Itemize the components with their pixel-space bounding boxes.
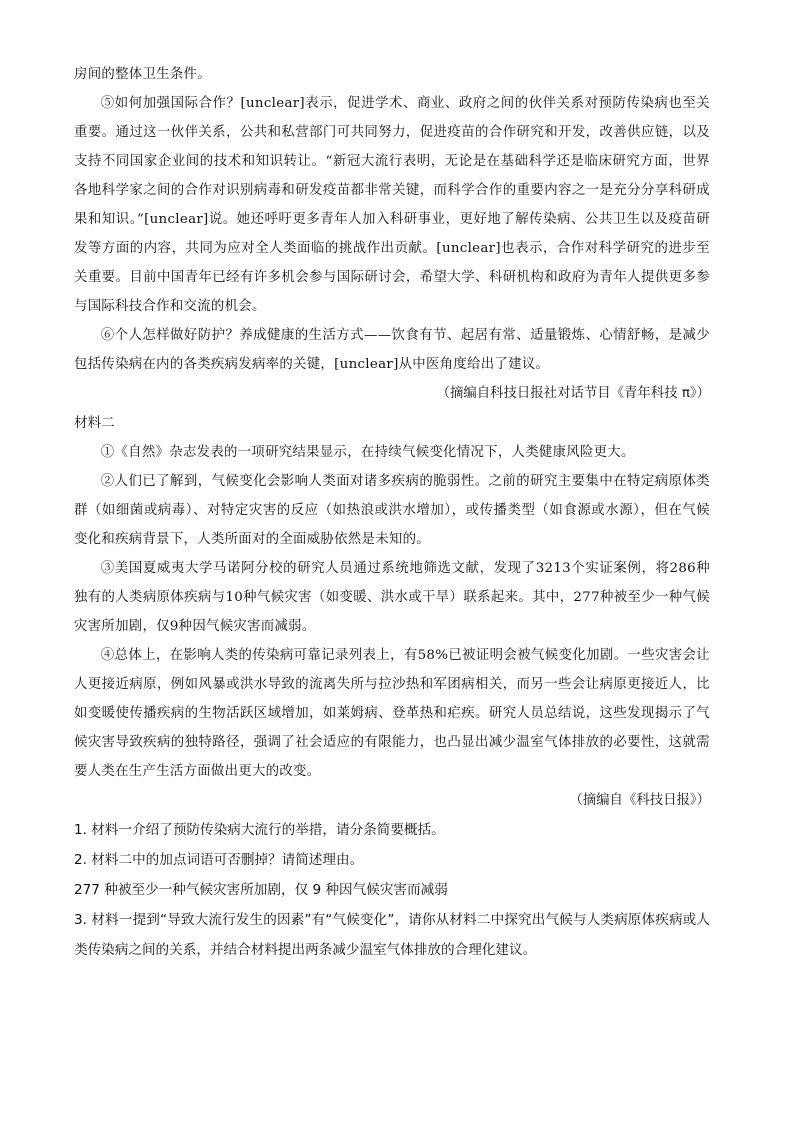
material-two-paragraph-3: ③美国夏威夷大学马诺阿分校的研究人员通过系统地筛选文献，发现了3213个实证案例，将286种独有的人类病原体疾病与10种气候灾害（如变暖、洪水或干旱）联系起来。其中，277种被至少一种气候灾害所加剧，仅9种因气候灾害而减弱。: [74, 561, 710, 634]
questions-section: [74, 815, 710, 965]
material-two-paragraph-4: ④总体上，在影响人类的传染病可靠记录列表上，有58%已被证明会被气候变化加剧。一些灾害会让人更接近病原，例如风暴或洪水导致的流离失所与拉沙热和军团病相关，而另一些会让病原更接近人，比如变暖使传播疾病的生物活跃区域增加，如莱姆病、登革热和疟疾。研究人员总结说，这些发现揭示了气候灾害导致疾病的独特路径，强调了社会适应的有限能力，也凸显出减少温室气体排放的必要性，这就需要人类在生产生活方面做出更大的改变。: [74, 648, 710, 779]
question-1: 1. 材料一介绍了预防传染病大流行的举措，请分条简要概括。: [74, 822, 445, 838]
material-one-section: [74, 60, 710, 408]
material-one-paragraph-5: ⑤如何加强国际合作？[unclear]表示，促进学术、商业、政府之间的伙伴关系对预防传染病也至关重要。通过这一伙伴关系，公共和私营部门可共同努力，促进疫苗的合作研究和开发，改善供应链，以及支持不同国家企业间的技术和知识转让。“新冠大流行表明，无论是在基础科学还是临床研究方面，世界各地科学家之间的合作对识别病毒和研发疫苗都非常关键，而科学合作的重要内容之一是充分分享科研成果和知识。”[unclear]说。她还呼吁更多青年人加入科研事业，更好地了解传染病、公共卫生以及疫苗研发等方面的内容，共同为应对全人类面临的挑战作出贡献。[unclear]也表示，合作对科学研究的进步至关重要。目前中国青年已经有许多机会参与国际研讨会，希望大学、科研机构和政府为青年人提供更多参与国际科技合作和交流的机会。: [74, 96, 710, 314]
material-two-paragraph-1: ①《自然》杂志发表的一项研究结果显示，在持续气候变化情况下，人类健康风险更大。: [100, 445, 635, 460]
material-one-paragraph-4-tail: 房间的整体卫生条件。: [74, 67, 211, 82]
material-one-source: （摘编自科技日报社对话节目《青年科技 π》）: [436, 386, 710, 401]
question-2: 2. 材料二中的加点词语可否删掉？请简述理由。: [74, 852, 364, 868]
material-two-title: 材料二: [74, 415, 115, 431]
question-2-quote: 277 种被至少一种气候灾害所加剧，仅 9 种因气候灾害而减弱: [74, 882, 448, 898]
question-3: 3. 材料一提到“导致大流行发生的因素”有“气候变化”，请你从材料二中探究出气候与人类病原体疾病或人类传染病之间的关系，并结合材料提出两条减少温室气体排放的合理化建议。: [74, 912, 710, 958]
material-one-paragraph-6: ⑥个人怎样做好防护？养成健康的生活方式——饮食有节、起居有常、适量锻炼、心情舒畅，是减少包括传染病在内的各类疾病发病率的关键，[unclear]从中医角度给出了建议。: [74, 328, 710, 372]
material-two-source: （摘编自《科技日报》）: [569, 793, 710, 808]
material-two-section: [74, 408, 710, 815]
material-two-paragraph-2: ②人们已了解到，气候变化会影响人类面对诸多疾病的脆弱性。之前的研究主要集中在特定病原体类群（如细菌或病毒）、对特定灾害的反应（如热浪或洪水增加），或传播类型（如食源或水源），但在气候变化和疾病背景下，人类所面对的全面威胁依然是未知的。: [74, 474, 710, 547]
